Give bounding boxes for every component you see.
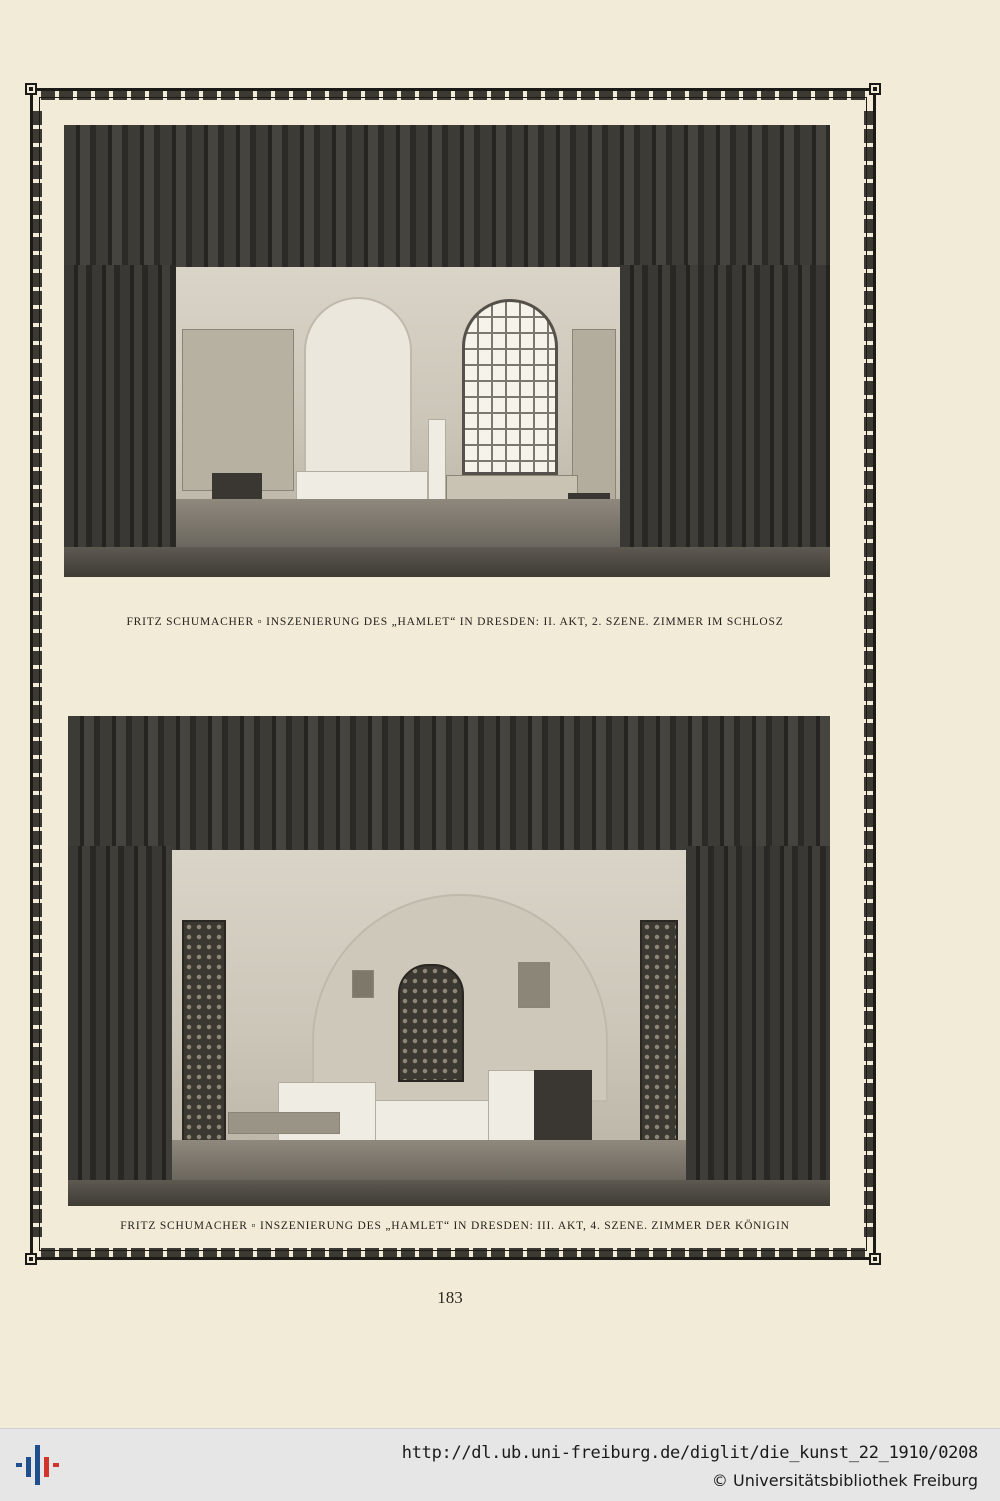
lattice-door-left [182, 920, 226, 1144]
border-band-left [32, 111, 42, 1237]
university-library-logo-icon [14, 1441, 62, 1489]
right-curtain [620, 265, 830, 577]
caption-bottom: FRITZ SCHUMACHER ▫ INSZENIERUNG DES „HAMLET“ IN DRESDEN: III. AKT, 4. SZENE. ZIMMER DER KÖNIGIN [120, 1220, 790, 1232]
wall-right [572, 329, 616, 501]
right-curtain [686, 846, 830, 1206]
wall-painting [518, 962, 550, 1008]
lattice-door-right [640, 920, 678, 1144]
left-curtain [68, 846, 172, 1206]
arched-doorway [304, 297, 412, 483]
stage-photo-act3-scene4 [68, 716, 830, 1206]
permalink-url[interactable]: http://dl.ub.uni-freiburg.de/diglit/die_kunst_22_1910/0208 [401, 1443, 978, 1463]
stage-set [172, 850, 686, 1180]
upper-curtain [64, 125, 830, 270]
upper-curtain [68, 716, 830, 852]
page-number: 183 [437, 1288, 463, 1307]
corner-ornament-top-right [869, 83, 881, 95]
stage-set [176, 267, 620, 547]
draped-table [534, 1070, 592, 1146]
border-band-right [864, 111, 874, 1237]
stage-photo-act2-scene2 [64, 125, 830, 577]
border-band-bottom [41, 1248, 865, 1258]
corner-ornament-bottom-right [869, 1253, 881, 1265]
proscenium-floor [64, 547, 830, 577]
stage-floor [176, 499, 620, 547]
corner-ornament-top-left [25, 83, 37, 95]
border-band-top [41, 90, 865, 100]
arched-window [462, 299, 558, 475]
corner-ornament-bottom-left [25, 1253, 37, 1265]
pillar [428, 419, 446, 505]
stage-floor [172, 1140, 686, 1180]
left-curtain [64, 265, 176, 577]
chaise-longue [228, 1112, 340, 1134]
copyright-notice: © Universitätsbibliothek Freiburg [711, 1471, 978, 1490]
proscenium-floor [68, 1180, 830, 1206]
library-footer [0, 1428, 1000, 1501]
caption-top: FRITZ SCHUMACHER ▫ INSZENIERUNG DES „HAMLET“ IN DRESDEN: II. AKT, 2. SZENE. ZIMMER IM SCHLOSZ [126, 616, 784, 628]
wall-relief [352, 970, 374, 998]
alcove-door [398, 964, 464, 1082]
marble-wall-left [182, 329, 294, 491]
